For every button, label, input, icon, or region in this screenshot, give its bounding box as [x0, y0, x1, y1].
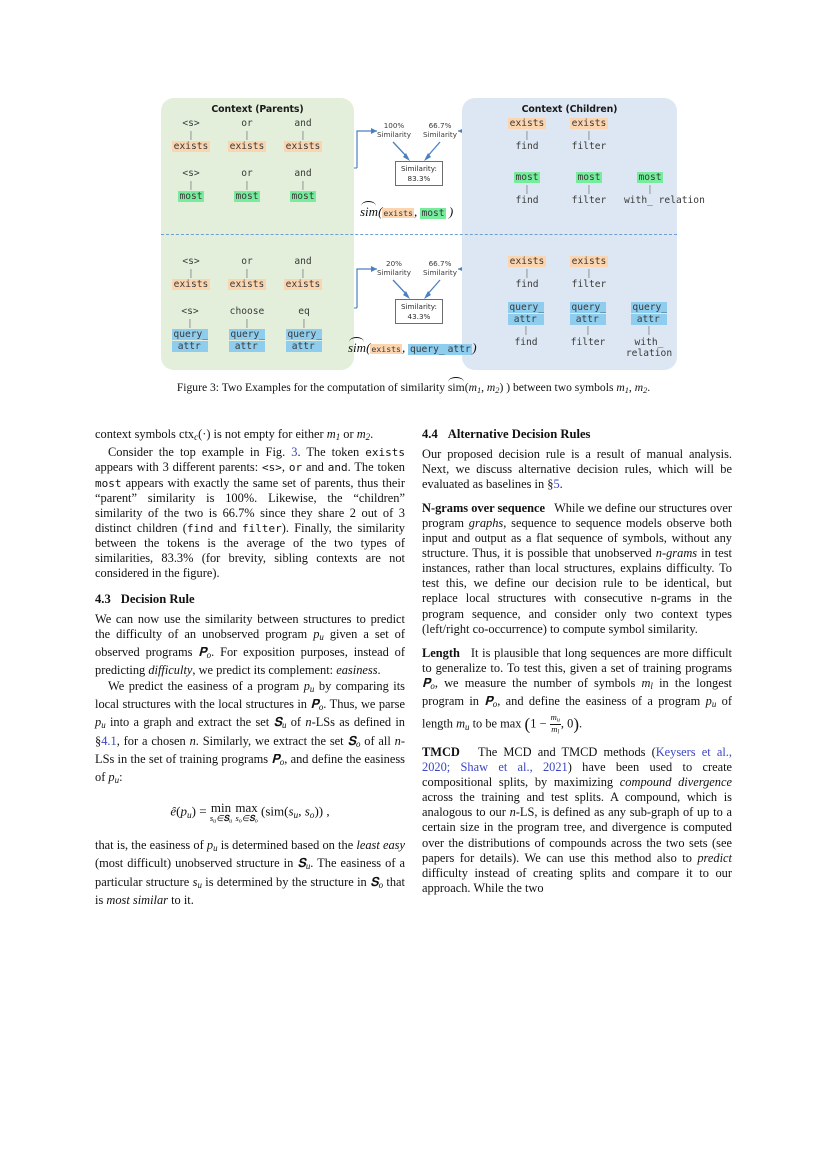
figure-canvas	[95, 88, 732, 380]
child-node-bot-r2-c1: query_ attr | find	[507, 302, 545, 348]
parent-node-bot-r2-c1: <s> | query_ attr	[171, 306, 209, 352]
top-right-similarity-label: 66.7% Similarity	[423, 121, 457, 139]
figure-caption-label: Figure 3:	[176, 381, 220, 394]
top-left-similarity-label: 100% Similarity	[377, 121, 411, 139]
top-similarity-result-box: Similarity: 83.3%	[395, 161, 443, 186]
paragraph-ngrams: N-grams over sequence While we define our structures over program graphs, sequence to sequence models observe both input and output as a flat sequence of symbols, without any structure. Thus, it is possible that unobserved n-grams in test instances, rather than local structures, explains difficulty. To test this, we define our decision rule to be identical, but replace local structures with consecutive n-grams in the program sequence, and consider only two context types (left/right co-occurrence) to compute symbol similarity.	[422, 500, 732, 636]
section-4-4-number: 4.4	[422, 427, 438, 441]
paragraph-alt-decision-rules: Our proposed decision rule is a result of manual analysis. Next, we discuss alternative decision rules, which will be evaluated as baselines in §5.	[422, 446, 732, 491]
parent-node-bot-r1-c3: and | exists	[285, 256, 321, 290]
parent-node-top-r1-c1: <s> | exists	[173, 118, 209, 152]
paragraph-length: Length It is plausible that long sequences are more difficult to generalize to. To test this, given a set of training programs 𝐏$_o$, we measure the number of symbols $m_l$ in the longest program in 𝐏$_o$, and define the easiness of a program $p_u$ of length $m_u$ to be max (1 − $\frac{m_u}{m_l}$ , 0).	[422, 645, 733, 736]
figure-caption-args: ($m_1$, $m_2$)	[464, 381, 504, 396]
child-node-bot-r1-c2: exists | filter	[571, 256, 607, 290]
panel-children-title: Context (Children)	[521, 104, 618, 115]
figure-caption-text: Two Examples for the computation of similarity	[221, 381, 446, 394]
parent-node-top-r2-c3: and | most	[291, 168, 315, 202]
spacer-3	[422, 736, 732, 745]
section-4-3-number: 4.3	[95, 592, 111, 607]
child-node-top-r1-c1: exists | find	[509, 118, 545, 152]
paragraph-consider-top-example: Consider the top example in Fig. 3. The token exists appears with 3 different parents: <s>, or and and. The token most appears with exactly the same set of parents, thus their “parent” similarity is 100%. Likewise, the “children” similarity of the two is 66.7% since they share 2 out of 3 distinct children (find and filter). Finally, the similarity between the tokens is the average of the two types of similarities, 83.3% (for brevity, sibling contexts are not considered in the figure).	[95, 445, 405, 581]
figure-caption	[95, 381, 732, 395]
spacer-2	[422, 637, 732, 646]
figure-caption-sim: sim	[447, 381, 465, 394]
right-text-column	[422, 427, 732, 896]
child-node-bot-r2-c2: query_ attr | filter	[569, 302, 607, 348]
parent-node-top-r2-c1: <s> | most	[179, 168, 203, 202]
length-heading: Length	[422, 645, 460, 660]
paragraph-tmcd: TMCD The MCD and TMCD methods (Keysers et al., 2020; Shaw et al., 2021) have been used to create compositional splits, by maximizing compound divergence across the training and test splits. A compound, which is analogous to our n-LS, is defined as any sub-graph of up to a certain size in the program tree, and divergence is computed over the distributions of compounds across the two sets (see papers for details). We can use this method also to predict difficulty instead of creating splits and compare it to our approach. While the two	[422, 744, 733, 895]
example-divider	[161, 234, 677, 235]
parent-node-bot-r1-c2: or | exists	[229, 256, 265, 290]
paragraph-context-symbols: context symbols ctx$_c$(·) is not empty for either $m_1$ or $m_2$.	[95, 427, 374, 443]
paragraph-decision-rule-1: We can now use the similarity between structures to predict the difficulty of an unobserved program $p_u$ given a set of observed programs 𝐏$_o$. For exposition purposes, instead of predicting difficulty, we predict its complement: easiness.	[95, 611, 405, 678]
paragraph-decision-rule-2: We predict the easiness of a program $p_u$ by comparing its local structures with the local structures in 𝐏$_o$. Thus, we parse $p_u$ into a graph and extract the set 𝐒$_u$ of n-LSs as defined in §4.1, for a chosen n. Similarly, we extract the set 𝐒$_o$ of all n-LSs in the set of training programs 𝐏$_o$, and define the easiness of $p_u$:	[95, 678, 406, 786]
citation-keysers[interactable]: Keysers	[655, 744, 696, 759]
parent-node-top-r1-c2: or | exists	[229, 118, 265, 152]
easiness-equation: $ê(p_u)$ = min $s_u\in 𝐒_u$ max $s_o\in 𝐒_o$ ($sim(s_u$, $s_o$)) ,	[170, 800, 330, 825]
figure-caption-symbols: $m_1$, $m_2$.	[616, 381, 651, 396]
ngrams-heading: N-grams over sequence	[422, 500, 545, 515]
bottom-similarity-result-box: Similarity: 43.3%	[395, 299, 443, 324]
section-4-4-title: Alternative Decision Rules	[447, 427, 591, 441]
child-node-top-r2-c3: most | with_ relation	[624, 172, 705, 206]
parent-node-bot-r2-c2: choose | query_ attr	[228, 306, 266, 352]
tmcd-heading: TMCD	[422, 744, 460, 759]
bottom-right-similarity-label: 66.7% Similarity	[423, 259, 457, 277]
left-text-column	[95, 427, 405, 908]
parent-node-bot-r2-c3: eq | query_ attr	[285, 306, 323, 352]
section-4-3-title: Decision Rule	[120, 592, 195, 607]
bottom-left-similarity-label: 20% Similarity	[377, 259, 411, 277]
child-node-bot-r1-c1: exists | find	[509, 256, 545, 290]
section-heading-4-3	[95, 592, 405, 607]
citation-shaw[interactable]: et al., 2020; Shaw et al., 2021	[422, 744, 732, 775]
child-node-top-r1-c2: exists | filter	[571, 118, 607, 152]
bottom-sim-function: sim(exists, query_ attr )	[348, 340, 477, 355]
child-node-top-r2-c1: most | find	[515, 172, 539, 206]
child-node-top-r2-c2: most | filter	[571, 172, 607, 206]
parent-node-bot-r1-c1: <s> | exists	[173, 256, 209, 290]
figure-3	[95, 88, 732, 380]
child-node-bot-r2-c3: query_ attr | with_ relation	[625, 302, 673, 359]
paragraph-decision-rule-3: that is, the easiness of $p_u$ is determined based on the least easy (most difficult) unobserved structure in 𝐒$_u$. The easiness of a particular structure $s_u$ is determined by the structure in 𝐒$_o$ that is most similar to it.	[95, 837, 405, 907]
parent-node-top-r1-c3: and | exists	[285, 118, 321, 152]
spacer-1	[422, 492, 732, 501]
figure-caption-tail: ) between two symbols	[506, 381, 614, 394]
section-heading-4-4	[422, 427, 732, 442]
panel-parents-title: Context (Parents)	[211, 104, 304, 115]
parent-node-top-r2-c2: or | most	[235, 168, 259, 202]
top-sim-function: sim(exists, most )	[360, 204, 454, 219]
